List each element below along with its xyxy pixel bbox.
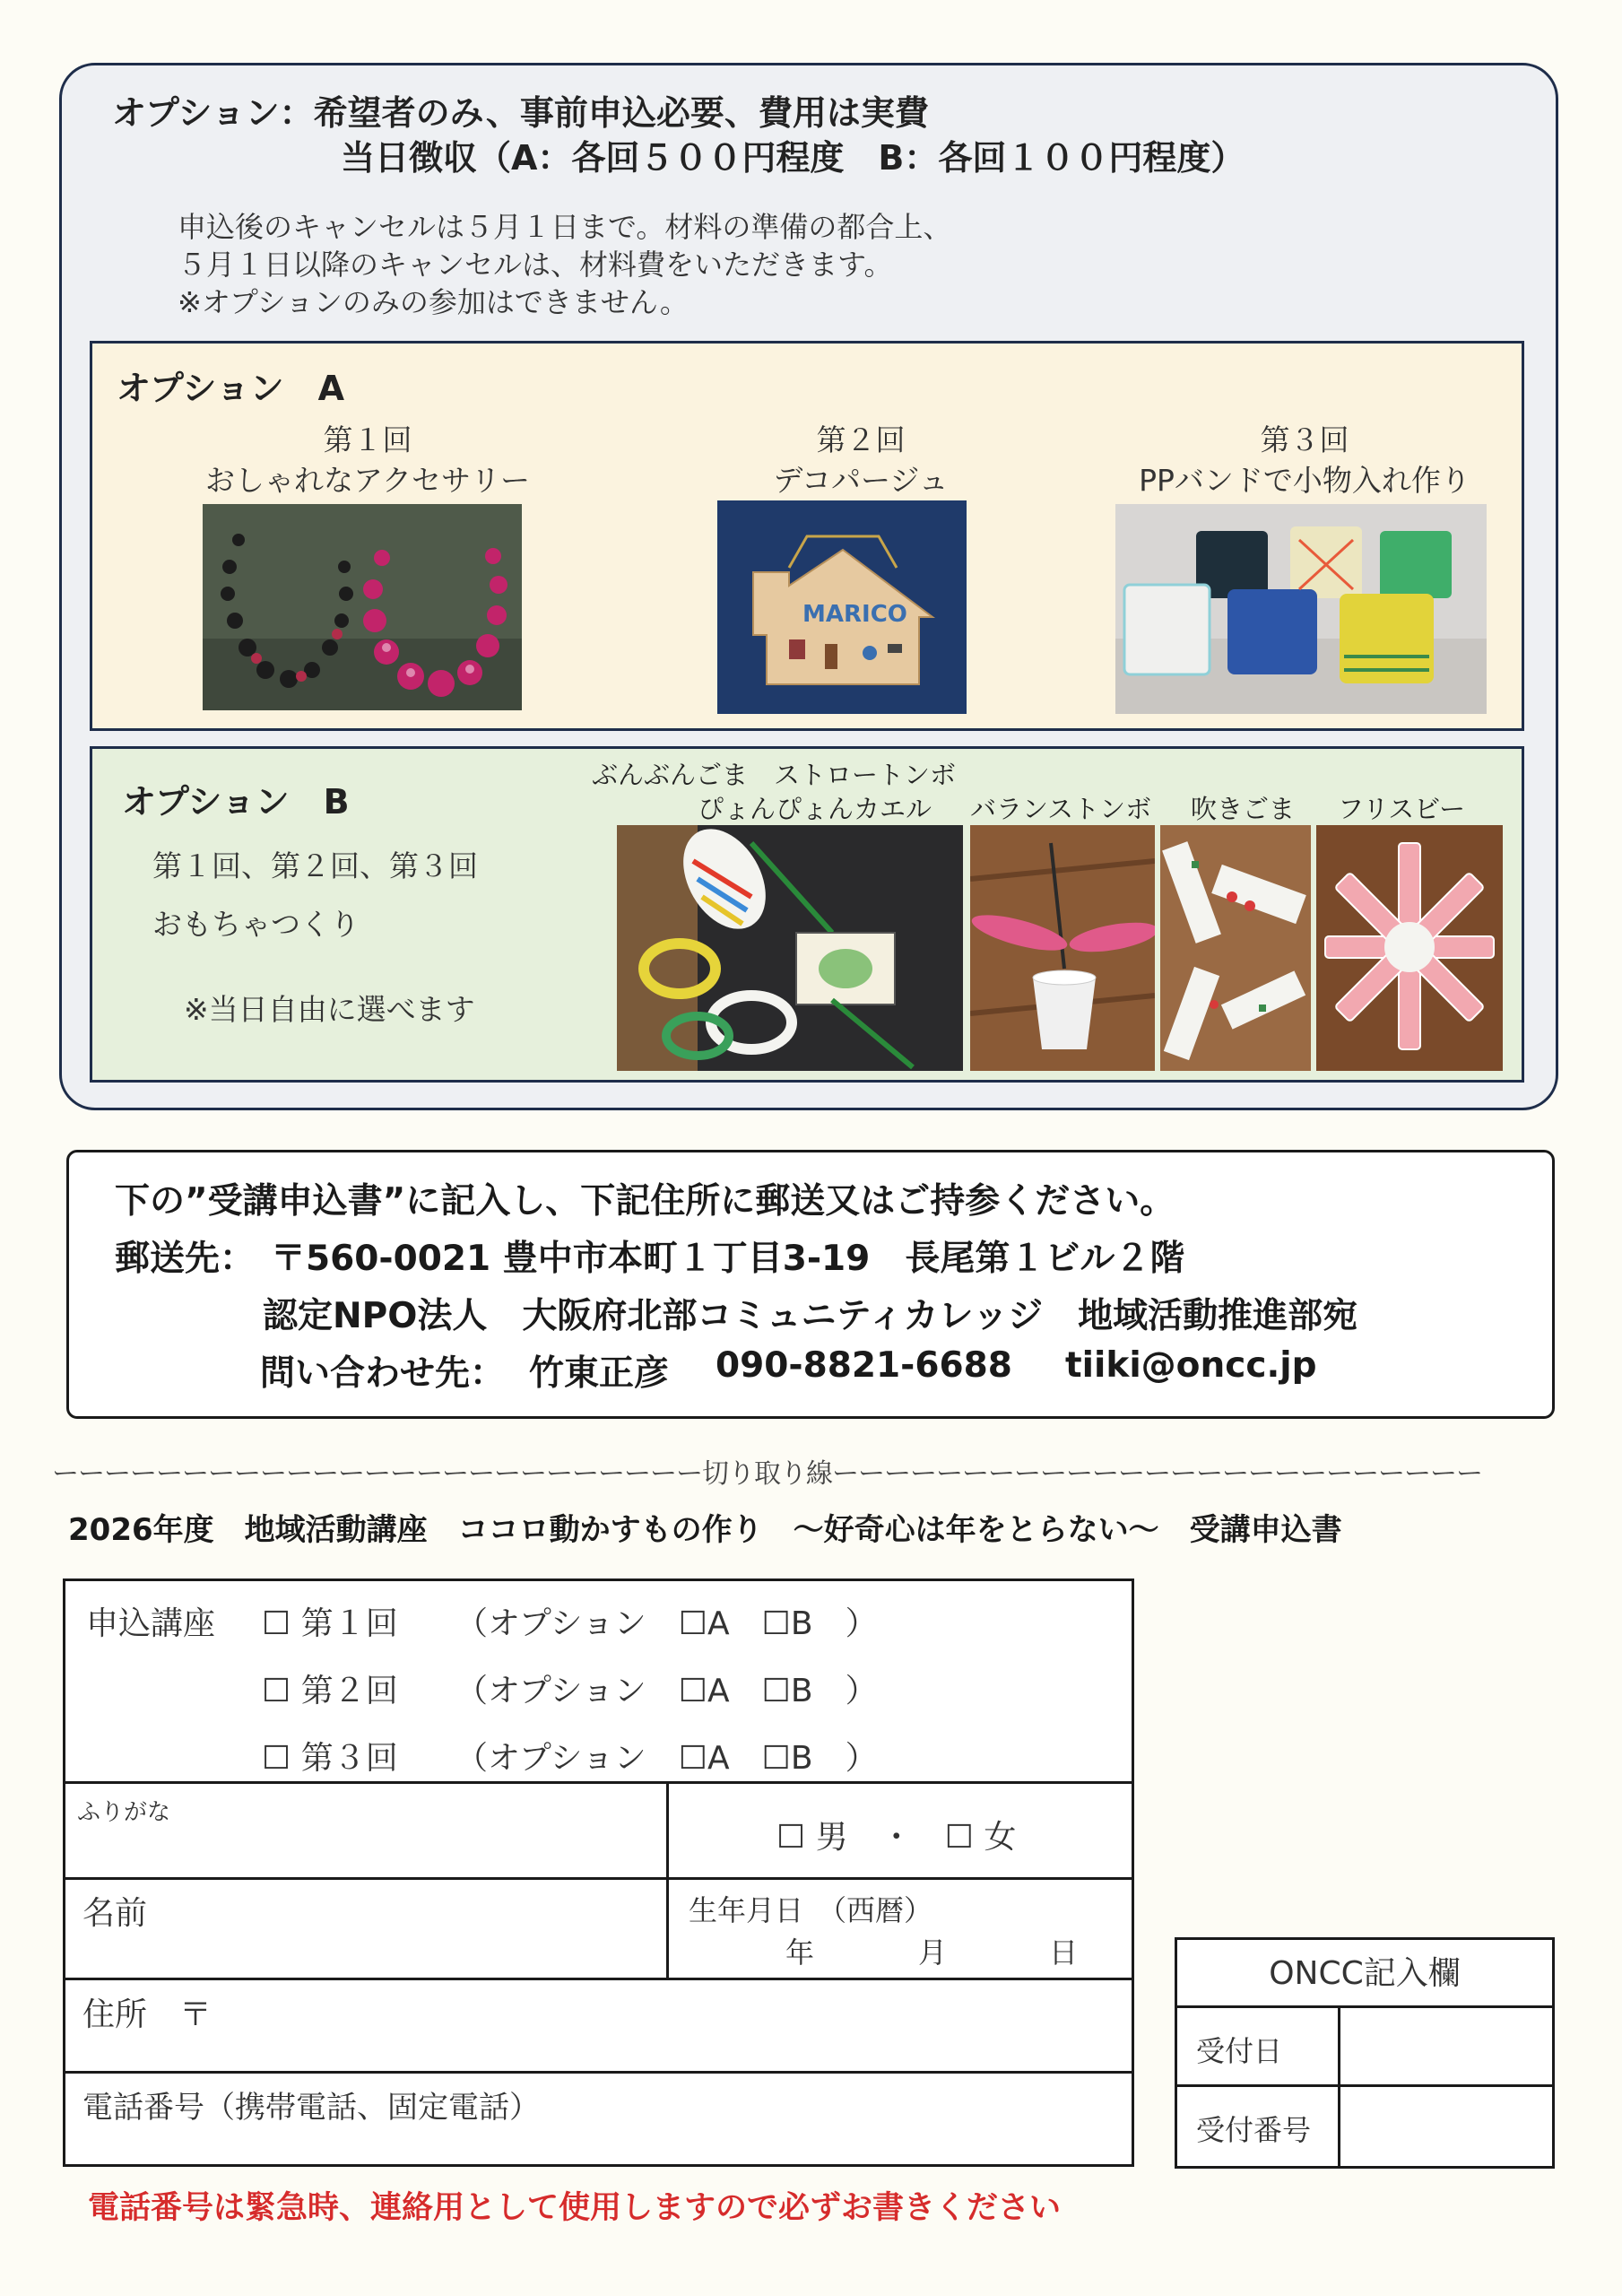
option-a-session1-number: 第１回 [323,422,412,457]
mailing-address-label: 郵送先： [115,1239,256,1279]
oncc-divider [1175,2084,1555,2087]
option-a-session3-name: PPバンドで小物入れ作り [1139,463,1470,498]
form-divider [63,2071,1134,2074]
necklace-photo [203,504,522,710]
gender-choice[interactable]: ☐ 男 ・ ☐ 女 [776,1819,1017,1856]
course-option-1[interactable]: （オプション ☐A ☐B ） [455,1605,878,1642]
mailing-address: 〒560-0021 豊中市本町１丁目3-19 長尾第１ビル２階 [271,1239,1185,1279]
oncc-title: ONCC記入欄 [1269,1955,1461,1992]
form-divider [666,1781,669,1980]
option-a-session2-number: 第２回 [816,422,906,457]
oncc-divider [1338,2005,1340,2169]
form-title: 2026年度 地域活動講座 ココロ動かすもの作り ～好奇心は年をとらない～ 受講申込書 [68,1512,1342,1548]
birth-day-unit: 日 [1049,1935,1079,1970]
form-divider [63,1781,1134,1784]
phone-field[interactable] [72,2121,1121,2161]
oncc-divider [1175,2005,1555,2008]
contact-email[interactable]: tiiki@oncc.jp [1065,1345,1317,1386]
course-option-2[interactable]: （オプション ☐A ☐B ） [455,1673,878,1709]
option-b-note: ※当日自由に選べます [184,992,475,1027]
decoupage-photo [717,500,967,714]
course-session-2[interactable]: ☐ 第２回 [262,1673,398,1709]
frisbee-photo [1316,825,1503,1071]
phone-label: 電話番号（携帯電話、固定電話） [82,2090,540,2126]
option-a-session2-name: デコパージュ [773,463,949,498]
furigana-label: ふりがな [77,1799,171,1826]
name-label: 名前 [82,1895,148,1932]
pp-band-baskets-photo [1115,504,1487,714]
address-label: 住所 〒 [82,1996,213,2033]
cut-line: ーーーーーーーーーーーーーーーーーーーーーーーーー切り取り線ーーーーーーーーーーーーーーーーーーーーーーーーー [52,1458,1482,1490]
balance-dragonfly-photo [970,825,1155,1071]
cancel-note-2: ５月１日以降のキャンセルは、材料費をいただきます。 [178,248,893,282]
option-b-rounds: 第１回、第２回、第３回 [152,848,478,883]
contact-phone: 090-8821-6688 [716,1345,1012,1386]
contact-name: 竹東正彦 [529,1353,670,1394]
received-date-label: 受付日 [1196,2034,1283,2068]
birthdate-label: 生年月日 （西暦） [689,1893,933,1927]
options-header-line1: オプション：希望者のみ、事前申込必要、費用は実費 [112,93,929,133]
options-header-line2: 当日徴収（A：各回５００円程度 B：各回１００円程度） [341,138,1245,178]
name-field[interactable] [72,1928,659,1973]
mailing-recipient: 認定NPO法人 大阪府北部コミュニティカレッジ 地域活動推進部宛 [263,1296,1358,1336]
cancel-note-1: 申込後のキャンセルは５月１日まで。材料の準備の都合上、 [178,210,952,244]
address-field[interactable] [224,1987,1121,2063]
toy-label-frisbee: フリスビー [1338,794,1466,824]
course-session-3[interactable]: ☐ 第３回 [262,1740,398,1777]
option-a-title: オプション A [117,369,344,408]
phone-warning: 電話番号は緊急時、連絡用として使用しますので必ずお書きください [88,2190,1062,2226]
furigana-field[interactable] [72,1821,659,1871]
mailing-instruction: 下の”受講申込書”に記入し、下記住所に郵送又はご持参ください。 [115,1181,1175,1222]
toy-label-top: ぶんぶんごま ストロートンボ [592,760,957,790]
toy-label-frog: ぴょんぴょんカエル [698,794,932,824]
course-label: 申込講座 [86,1605,216,1642]
toy-label-fukigoma: 吹きごま [1191,794,1296,824]
contact-label: 問い合わせ先： [260,1353,506,1394]
option-b-title: オプション B [122,782,350,822]
toys-photo-1 [617,825,963,1071]
birth-year-unit: 年 [785,1935,815,1970]
option-a-session1-name: おしゃれなアクセサリー [204,463,530,498]
fukigoma-photo [1160,825,1311,1071]
course-session-1[interactable]: ☐ 第１回 [262,1605,398,1642]
cancel-note-3: ※オプションのみの参加はできません。 [178,285,689,319]
course-option-3[interactable]: （オプション ☐A ☐B ） [455,1740,878,1777]
toy-label-dragonfly: バランストンボ [970,794,1152,824]
option-a-session3-number: 第３回 [1260,422,1349,457]
received-number-label: 受付番号 [1196,2113,1312,2147]
form-divider [63,1877,1134,1880]
form-divider [63,1978,1134,1980]
birth-month-unit: 月 [918,1935,948,1970]
svg-text:MARICO: MARICO [802,601,907,628]
option-b-activity: おもちゃつくり [152,907,360,942]
